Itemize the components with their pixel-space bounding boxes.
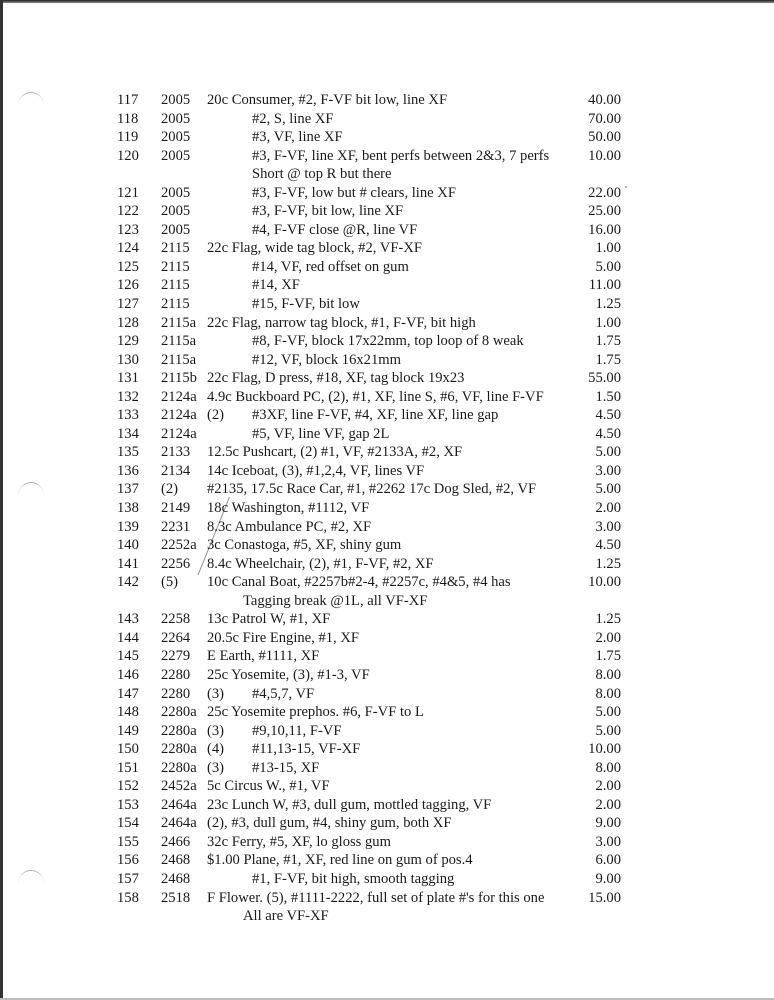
catalog-number: 2264 (161, 629, 191, 646)
lot-number: 133 (117, 407, 139, 424)
catalog-number: 2115a (161, 333, 197, 350)
lot-number: 155 (117, 833, 139, 850)
lot-number: 153 (117, 796, 139, 813)
description: #3, F-VF, line XF, bent perfs between 2&3, 7 perfs (252, 147, 550, 164)
lot-number: 136 (117, 462, 139, 479)
lot-number: 137 (117, 481, 139, 498)
price: 2.00 (595, 629, 621, 646)
table-row (0, 685, 774, 704)
price: 10.00 (588, 574, 621, 591)
table-row (0, 480, 774, 499)
catalog-number: 2124a (161, 407, 197, 424)
description: 20.5c Fire Engine, #1, XF (207, 629, 360, 646)
catalog-number: 2252a (161, 537, 197, 554)
catalog-number: 2005 (161, 92, 191, 108)
catalog-number: 2231 (161, 518, 191, 535)
catalog-number: 2256 (161, 555, 191, 572)
lot-number: 123 (117, 221, 139, 238)
lot-number: 141 (117, 555, 139, 572)
table-row (0, 202, 774, 221)
table-row (0, 295, 774, 314)
description: F Flower. (5), #1111-2222, full set of plate #'s for this one (207, 889, 545, 906)
description: 22c Flag, narrow tag block, #1, F-VF, bit high (207, 314, 476, 331)
price: 1.25 (595, 296, 621, 313)
catalog-number: 2005 (161, 203, 191, 220)
table-row (0, 722, 774, 741)
description: 4.9c Buckboard PC, (2), #1, XF, line S, #6, VF, line F-VF (207, 388, 544, 405)
table-row (0, 759, 774, 778)
table-row (0, 703, 774, 722)
description: #2, S, line XF (252, 110, 334, 127)
description: (2), #3, dull gum, #4, shiny gum, both XF (207, 815, 452, 832)
catalog-number: 2115a (161, 314, 197, 331)
catalog-number: 2115 (161, 277, 190, 294)
price: 55.00 (588, 370, 621, 387)
description: #14, VF, red offset on gum (252, 258, 409, 275)
price: 5.00 (595, 444, 621, 461)
description: #15, F-VF, bit low (252, 296, 360, 313)
price: 9.00 (595, 870, 621, 887)
lot-number: 147 (117, 685, 139, 702)
lot-number: 148 (117, 704, 139, 721)
description: #3, F-VF, bit low, line XF (252, 203, 404, 220)
price: 6.00 (595, 852, 621, 869)
table-row (0, 388, 774, 407)
description: 13c Patrol W, #1, XF (207, 611, 331, 628)
description: $1.00 Plane, #1, XF, red line on gum of pos.4 (207, 852, 473, 869)
lot-number: 124 (117, 240, 139, 257)
description: #4,5,7, VF (252, 685, 315, 702)
catalog-number: 2115 (161, 240, 190, 257)
catalog-number: 2005 (161, 221, 191, 238)
price: 3.00 (595, 833, 621, 850)
table-row (0, 889, 774, 908)
table-row (0, 91, 774, 110)
description: #3XF, line F-VF, #4, XF, line XF, line gap (252, 407, 499, 424)
table-row (0, 351, 774, 370)
price: 1.50 (595, 388, 621, 405)
lot-number: 143 (117, 611, 139, 628)
catalog-number: 2133 (161, 444, 191, 461)
price: 3.00 (595, 518, 621, 535)
quantity: (3) (207, 759, 225, 776)
description: #8, F-VF, block 17x22mm, top loop of 8 weak (252, 333, 524, 350)
description: 8.4c Wheelchair, (2), #1, F-VF, #2, XF (207, 555, 434, 572)
description: #1, F-VF, bit high, smooth tagging (252, 870, 455, 887)
price: 4.50 (595, 425, 621, 442)
description: 22c Flag, D press, #18, XF, tag block 19x23 (207, 370, 465, 387)
catalog-number: 2115a (161, 351, 197, 368)
lot-number: 144 (117, 629, 139, 646)
table-row (0, 462, 774, 481)
lot-number: 120 (117, 147, 139, 164)
lot-number: 152 (117, 778, 139, 795)
catalog-number: 2280 (161, 666, 191, 683)
lot-number: 154 (117, 815, 139, 832)
table-row-continuation (0, 165, 774, 184)
table-row (0, 314, 774, 333)
catalog-number: 2279 (161, 648, 191, 665)
catalog-number: 2280a (161, 759, 197, 776)
description: #3, VF, line XF (252, 129, 343, 146)
catalog-number: 2124a (161, 425, 197, 442)
table-row-continuation (0, 592, 774, 611)
table-row-continuation (0, 907, 774, 926)
price: 40.00 (588, 92, 621, 108)
table-row (0, 851, 774, 870)
lot-number: 129 (117, 333, 139, 350)
lot-number: 140 (117, 537, 139, 554)
description: 10c Canal Boat, #2257b#2-4, #2257c, #4&5, #4 has (207, 574, 511, 591)
price: 4.50 (595, 407, 621, 424)
table-row (0, 332, 774, 351)
table-row (0, 833, 774, 852)
table-row (0, 610, 774, 629)
price: 10.00 (588, 741, 621, 758)
description: 20c Consumer, #2, F-VF bit low, line XF (207, 92, 448, 108)
price: 1.00 (595, 240, 621, 257)
lot-number: 117 (117, 92, 139, 108)
lot-number: 118 (117, 110, 139, 127)
catalog-number: 2280a (161, 741, 197, 758)
price: 2.00 (595, 778, 621, 795)
price: 1.75 (595, 351, 621, 368)
price: 10.00 (588, 147, 621, 164)
lot-number: 132 (117, 388, 139, 405)
price: 16.00 (588, 221, 621, 238)
price: 1.25 (595, 555, 621, 572)
description: 32c Ferry, #5, XF, lo gloss gum (207, 833, 391, 850)
lot-number: 119 (117, 129, 139, 146)
description: #12, VF, block 16x21mm (252, 351, 401, 368)
table-row (0, 555, 774, 574)
table-row (0, 221, 774, 240)
table-row (0, 740, 774, 759)
catalog-number: 2280 (161, 685, 191, 702)
description: 14c Iceboat, (3), #1,2,4, VF, lines VF (207, 462, 425, 479)
description-continuation: Tagging break @1L, all VF-XF (243, 592, 428, 609)
catalog-number: 2115 (161, 296, 190, 313)
description: #5, VF, line VF, gap 2L (252, 425, 390, 442)
lot-number: 142 (117, 574, 139, 591)
price: 50.00 (588, 129, 621, 146)
description: #14, XF (252, 277, 300, 294)
table-row (0, 647, 774, 666)
catalog-number: 2258 (161, 611, 191, 628)
table-row (0, 128, 774, 147)
description: #11,13-15, VF-XF (252, 741, 361, 758)
lot-number: 156 (117, 852, 139, 869)
price: 1.75 (595, 333, 621, 350)
price: 15.00 (588, 889, 621, 906)
lot-number: 122 (117, 203, 139, 220)
table-row (0, 369, 774, 388)
table-row (0, 573, 774, 592)
table-row (0, 814, 774, 833)
catalog-number: 2115b (161, 370, 197, 387)
lot-number: 139 (117, 518, 139, 535)
price: 5.00 (595, 704, 621, 721)
price: 4.50 (595, 537, 621, 554)
catalog-number: 2149 (161, 500, 191, 517)
listing-table (0, 91, 774, 926)
price: 1.00 (595, 314, 621, 331)
catalog-number: 2115 (161, 258, 190, 275)
table-row (0, 239, 774, 258)
price: 2.00 (595, 500, 621, 517)
scan-edge-top (0, 0, 774, 3)
catalog-number: 2518 (161, 889, 191, 906)
description: 25c Yosemite, (3), #1-3, VF (207, 666, 370, 683)
catalog-number: 2464a (161, 815, 197, 832)
description-continuation: All are VF-XF (243, 908, 329, 925)
price: 5.00 (595, 481, 621, 498)
price: 1.25 (595, 611, 621, 628)
price: 8.00 (595, 666, 621, 683)
description: 8.3c Ambulance PC, #2, XF (207, 518, 372, 535)
table-row (0, 870, 774, 889)
description: 18c Washington, #1112, VF (207, 500, 370, 517)
lot-number: 138 (117, 500, 139, 517)
price: 25.00 (588, 203, 621, 220)
quantity: (3) (207, 685, 225, 702)
lot-number: 157 (117, 870, 139, 887)
catalog-number: 2468 (161, 870, 191, 887)
price: 2.00 (595, 796, 621, 813)
catalog-number: (5) (161, 574, 179, 591)
price: 5.00 (595, 258, 621, 275)
price: 8.00 (595, 685, 621, 702)
description: 23c Lunch W, #3, dull gum, mottled tagging, VF (207, 796, 492, 813)
lot-number: 121 (117, 184, 139, 201)
catalog-number: 2280a (161, 704, 197, 721)
catalog-number: 2134 (161, 462, 191, 479)
table-row (0, 258, 774, 277)
description: 3c Conastoga, #5, XF, shiny gum (207, 537, 402, 554)
description: #4, F-VF close @R, line VF (252, 221, 418, 238)
price: 22.00 (588, 184, 621, 201)
description: #2135, 17.5c Race Car, #1, #2262 17c Dog Sled, #2, VF (207, 481, 537, 498)
lot-number: 135 (117, 444, 139, 461)
description: 5c Circus W., #1, VF (207, 778, 330, 795)
table-row (0, 796, 774, 815)
description-continuation: Short @ top R but there (252, 166, 392, 183)
catalog-number: 2005 (161, 129, 191, 146)
catalog-number: 2468 (161, 852, 191, 869)
description: 22c Flag, wide tag block, #2, VF-XF (207, 240, 422, 257)
table-row (0, 536, 774, 555)
table-row (0, 518, 774, 537)
catalog-number: 2005 (161, 147, 191, 164)
catalog-number: 2124a (161, 388, 197, 405)
price: 5.00 (595, 722, 621, 739)
quantity: (3) (207, 722, 225, 739)
catalog-number: 2464a (161, 796, 197, 813)
price: 11.00 (588, 277, 621, 294)
description: 25c Yosemite prephos. #6, F-VF to L (207, 704, 424, 721)
catalog-number: 2466 (161, 833, 191, 850)
table-row (0, 147, 774, 166)
price: 8.00 (595, 759, 621, 776)
table-row (0, 406, 774, 425)
lot-number: 151 (117, 759, 139, 776)
table-row (0, 276, 774, 295)
lot-number: 125 (117, 258, 139, 275)
catalog-number: 2005 (161, 184, 191, 201)
table-row (0, 666, 774, 685)
catalog-number: 2280a (161, 722, 197, 739)
table-row (0, 110, 774, 129)
description: 12.5c Pushcart, (2) #1, VF, #2133A, #2, XF (207, 444, 463, 461)
table-row (0, 443, 774, 462)
lot-number: 130 (117, 351, 139, 368)
table-row (0, 629, 774, 648)
catalog-number: 2452a (161, 778, 197, 795)
table-row (0, 184, 774, 203)
description: #9,10,11, F-VF (252, 722, 342, 739)
lot-number: 126 (117, 277, 139, 294)
quantity: (4) (207, 741, 225, 758)
catalog-number: 2005 (161, 110, 191, 127)
catalog-number: (2) (161, 481, 179, 498)
price: 3.00 (595, 462, 621, 479)
table-row (0, 499, 774, 518)
lot-number: 134 (117, 425, 139, 442)
price: 1.75 (595, 648, 621, 665)
lot-number: 127 (117, 296, 139, 313)
table-row (0, 425, 774, 444)
table-row (0, 777, 774, 796)
price: 9.00 (595, 815, 621, 832)
description: #13-15, XF (252, 759, 320, 776)
lot-number: 145 (117, 648, 139, 665)
lot-number: 146 (117, 666, 139, 683)
quantity: (2) (207, 407, 225, 424)
lot-number: 150 (117, 741, 139, 758)
price: 70.00 (588, 110, 621, 127)
lot-number: 128 (117, 314, 139, 331)
lot-number: 131 (117, 370, 139, 387)
lot-number: 158 (117, 889, 139, 906)
lot-number: 149 (117, 722, 139, 739)
description: #3, F-VF, low but # clears, line XF (252, 184, 456, 201)
description: E Earth, #1111, XF (207, 648, 320, 665)
